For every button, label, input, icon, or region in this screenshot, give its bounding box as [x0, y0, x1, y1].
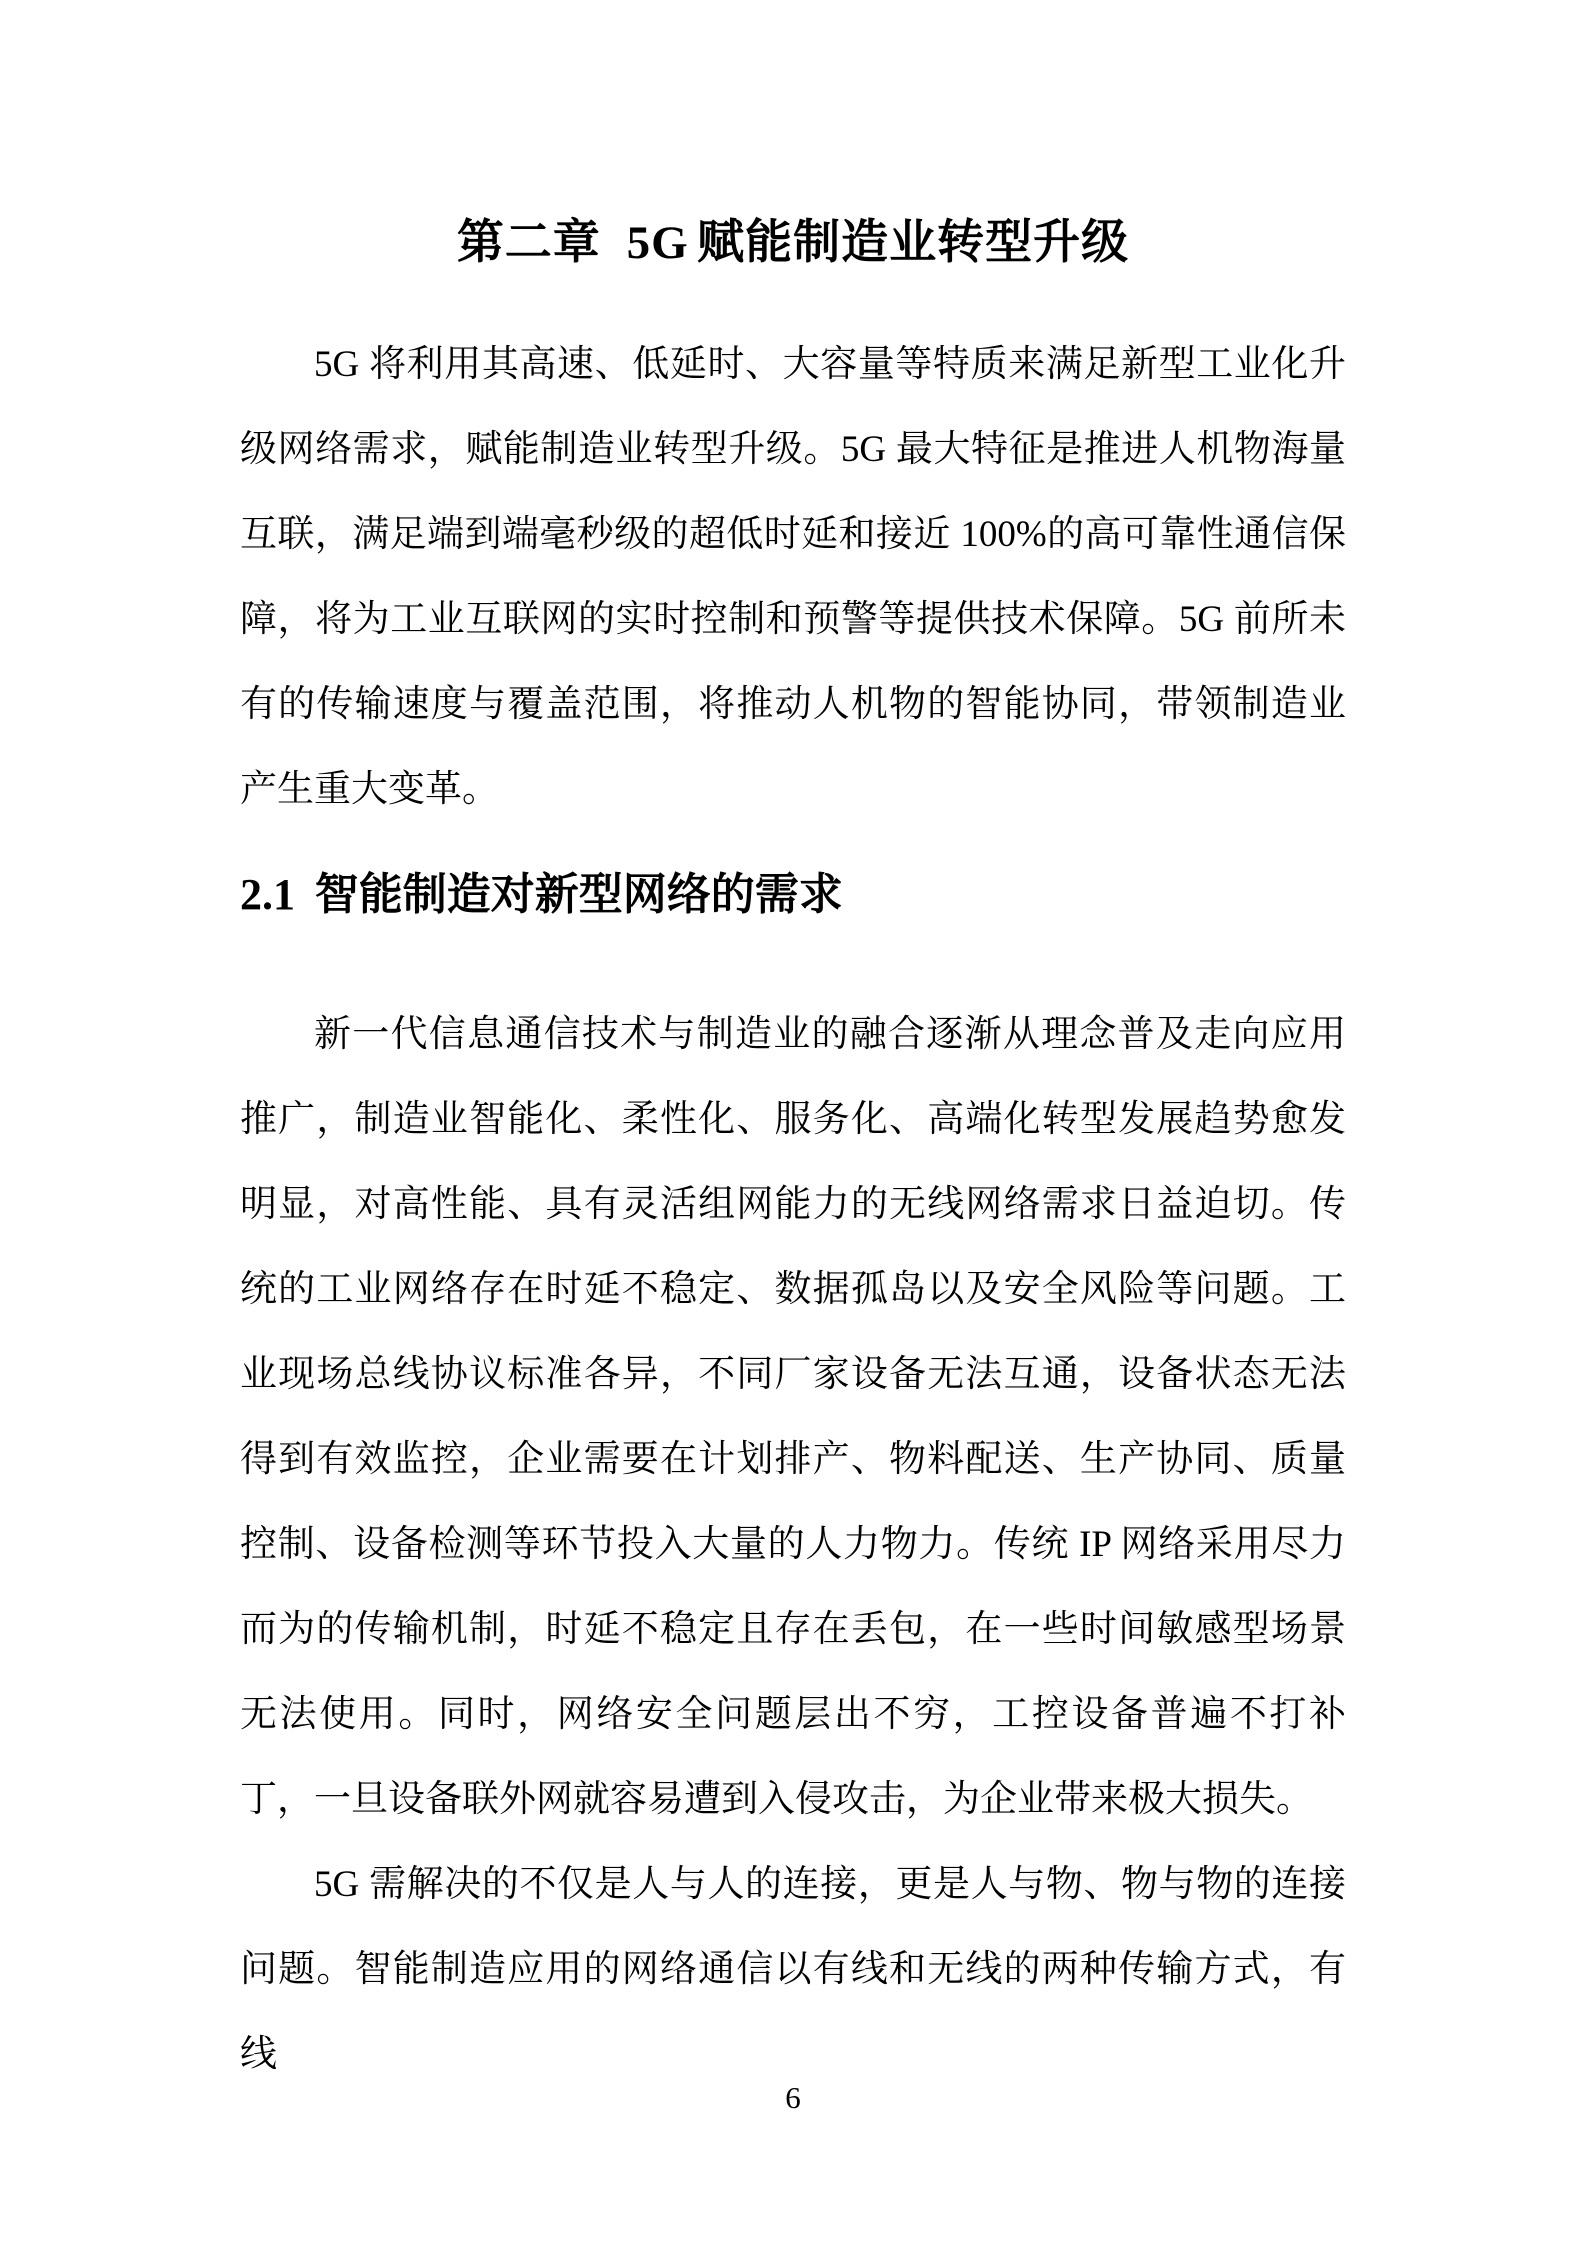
chapter-title-name: 赋能制造业转型升级: [697, 215, 1130, 268]
chapter-title: [0, 212, 1586, 273]
section-heading: [240, 867, 843, 923]
paragraph: 5G 需解决的不仅是人与人的连接，更是人与物、物与物的连接问题。智能制造应用的网络通信以有线和无线的两种传输方式，有线: [240, 1864, 1346, 2075]
intro-paragraph-block: [240, 322, 1346, 832]
page-number: 6: [785, 2080, 801, 2115]
chapter-title-tech-term: 5G: [626, 217, 689, 269]
section-title-text: 智能制造对新型网络的需求: [314, 870, 843, 919]
paragraph: 新一代信息通信技术与制造业的融合逐渐从理念普及走向应用推广，制造业智能化、柔性化、服务化、高端化转型发展趋势愈发明显，对高性能、具有灵活组网能力的无线网络需求日益迫切。传统的工业网络存在时延不稳定、数据孤岛以及安全风险等问题。工业现场总线协议标准各异，不同厂家设备无法互通，设备状态无法得到有效监控，企业需要在计划排产、物料配送、生产协同、质量控制、设备检测等环节投入大量的人力物力。传统 IP 网络采用尽力而为的传输机制，时延不稳定且存在丢包，在一些时间敏感型场景无法使用。同时，网络安全问题层出不穷，工控设备普遍不打补丁，一旦设备联外网就容易遭到入侵攻击，为企业带来极大损失。: [240, 1014, 1346, 1820]
section-body-block: [240, 992, 1346, 2097]
chapter-title-number-label: 第二章: [456, 215, 601, 268]
paragraph: 5G 将利用其高速、低延时、大容量等特质来满足新型工业化升级网络需求，赋能制造业转型升级。5G 最大特征是推进人机物海量互联，满足端到端毫秒级的超低时延和接近 100%的高可靠性通信保障，将为工业互联网的实时控制和预警等提供技术保障。5G 前所未有的传输速度与覆盖范围，将推动人机物的智能协同，带领制造业产生重大变革。: [240, 344, 1346, 810]
section-number: 2.1: [240, 870, 295, 919]
